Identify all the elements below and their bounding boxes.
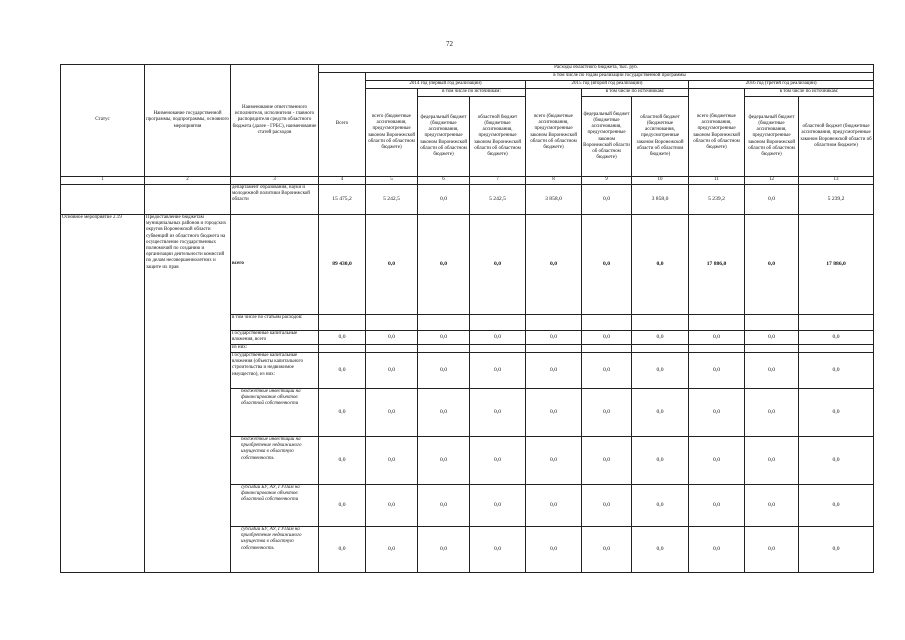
col-number: 2 [145, 177, 231, 185]
cell-value: 0,0 [689, 437, 745, 485]
cell-value: 0,0 [418, 215, 470, 315]
cell-value: 0,0 [319, 527, 366, 573]
row-executor: Государственные капитальные вложения (объекты капитального строительства и недвижимое имущество), из них: [231, 353, 319, 389]
empty-cell [470, 315, 526, 331]
cell-value: 0,0 [526, 353, 582, 389]
empty-cell [689, 345, 745, 353]
empty-cell [799, 345, 874, 353]
cell-value: 0,0 [470, 437, 526, 485]
cell-value: 0,0 [745, 215, 799, 315]
header-y2-total: всего (бюджетные ассигнования, предусмотренные законом Воронежской области об областном бюджете) [526, 89, 582, 177]
empty-cell [689, 315, 745, 331]
row-executor: бюджетные инвестиции на приобретение недвижимого имущества в областную собственность [231, 437, 319, 485]
cell-value: 15 475,2 [319, 185, 366, 215]
cell-value: 0,0 [319, 389, 366, 437]
header-y1-regional: областной бюджет (бюджетные ассигнования, предусмотренные законом Воронежской области об областном бюджете) [470, 97, 526, 177]
header-program-name: Наименование государственной программы, подпрограммы, основного мероприятия [145, 65, 231, 177]
cell-value: 0,0 [418, 353, 470, 389]
cell-value: 0,0 [418, 185, 470, 215]
budget-table [60, 64, 874, 573]
cell-value: 0,0 [689, 389, 745, 437]
empty-cell [745, 315, 799, 331]
col-number: 3 [231, 177, 319, 185]
header-executor: Наименование ответственного исполнителя, исполнителя - главного распорядителя средств областного бюджета (далее - ГРБС), наименование статей расходов [231, 65, 319, 177]
cell-value: 5 242,5 [470, 185, 526, 215]
empty-cell [526, 345, 582, 353]
cell-value: 0,0 [689, 331, 745, 345]
col-number: 5 [366, 177, 418, 185]
empty-cell [319, 315, 366, 331]
cell-value: 0,0 [632, 485, 689, 527]
cell-value: 0,0 [470, 527, 526, 573]
cell-value: 0,0 [582, 485, 632, 527]
cell-value: 0,0 [632, 437, 689, 485]
header-y1-federal: федеральный бюджет (бюджетные ассигнования, предусмотренные законом Воронежской области об областном бюджете) [418, 97, 470, 177]
cell-value: 0,0 [526, 389, 582, 437]
header-y3-total: всего (бюджетные ассигнования, предусмотренные законом Воронежской области об областном бюджете) [689, 89, 745, 177]
page-number: 72 [446, 40, 453, 48]
empty-cell [582, 315, 632, 331]
row-executor: Государственные капитальные вложения, всего [231, 331, 319, 345]
empty-cell [366, 315, 418, 331]
cell-value: 0,0 [689, 353, 745, 389]
cell-value: 3 858,0 [526, 185, 582, 215]
cell-value: 0,0 [319, 437, 366, 485]
cell-value: 0,0 [745, 437, 799, 485]
row-program-name: Предоставление бюджетам муниципальных районов и городских округов Воронежской области субвенций из областного бюджета на осуществление государственных полномочий по созданию и организации деятельности комиссий по делам несовершеннолетних и защите их прав [145, 215, 231, 573]
header-y2-federal: федеральный бюджет (бюджетные ассигнования, предусмотренные законом Воронежской области об областном бюджете) [582, 97, 632, 177]
cell-value: 0,0 [319, 485, 366, 527]
cell-value: 0,0 [745, 331, 799, 345]
cell-value: 0,0 [632, 331, 689, 345]
cell-value: 0,0 [470, 331, 526, 345]
header-y3-sources: в том числе по источникам: [745, 89, 874, 97]
cell-value: 0,0 [418, 485, 470, 527]
cell-value: 5 239,2 [689, 185, 745, 215]
row-executor: субсидии БУ, АУ, ГУПам на приобретение недвижимого имущества в областную собственность [231, 527, 319, 573]
cell-value: 0,0 [799, 331, 874, 345]
cell-value: 0,0 [418, 389, 470, 437]
cell-value: 0,0 [745, 389, 799, 437]
header-by-years: в том числе по годам реализации государственной программы [366, 73, 874, 81]
cell-value: 0,0 [799, 485, 874, 527]
header-year-2015: 2015 год (второй год реализации) [526, 81, 689, 89]
row-executor: субсидии БУ, АУ, ГУПам на финансирование объектов областной собственности [231, 485, 319, 527]
cell-value: 17 886,0 [689, 215, 745, 315]
cell-value: 0,0 [366, 353, 418, 389]
empty-cell [418, 345, 470, 353]
cell-value: 5 242,5 [366, 185, 418, 215]
cell-value: 0,0 [366, 437, 418, 485]
cell-value: 0,0 [366, 389, 418, 437]
header-total: Всего [319, 73, 366, 177]
cell-value: 0,0 [319, 331, 366, 345]
cell-value: 0,0 [418, 527, 470, 573]
col-number: 12 [745, 177, 799, 185]
header-y3-federal: федеральный бюджет (бюджетные ассигнования, предусмотренные законом Воронежской области об областном бюджете) [745, 97, 799, 177]
empty-cell [470, 345, 526, 353]
cell-value: 0,0 [418, 437, 470, 485]
cell-value: 0,0 [366, 485, 418, 527]
header-y3-regional: областной бюджет (бюджетные ассигнования, предусмотренные законом Воронежской области об областном бюджете) [799, 97, 874, 177]
cell-value: 0,0 [582, 527, 632, 573]
col-number: 9 [582, 177, 632, 185]
cell-value: 0,0 [632, 215, 689, 315]
cell-value: 0,0 [632, 389, 689, 437]
cell-value: 0,0 [582, 389, 632, 437]
cell-value: 0,0 [470, 389, 526, 437]
col-number: 6 [418, 177, 470, 185]
empty-cell [145, 185, 231, 215]
col-number: 4 [319, 177, 366, 185]
cell-value: 0,0 [582, 437, 632, 485]
header-y1-sources: в том числе по источникам: [418, 89, 526, 97]
cell-value: 5 239,2 [799, 185, 874, 215]
col-number: 11 [689, 177, 745, 185]
cell-value: 0,0 [582, 215, 632, 315]
cell-value: 0,0 [689, 485, 745, 527]
empty-cell [582, 345, 632, 353]
cell-value: 0,0 [366, 527, 418, 573]
cell-value: 89 430,0 [319, 215, 366, 315]
header-y2-regional: областной бюджет (бюджетные ассигнования, предусмотренные законом Воронежской области об областном бюджете) [632, 97, 689, 177]
cell-value: 0,0 [632, 527, 689, 573]
cell-value: 0,0 [799, 437, 874, 485]
row-executor: департамент образования, науки и молодежной политики Воронежской области [231, 185, 319, 215]
cell-value: 0,0 [470, 353, 526, 389]
header-year-2014: 2014 год (первый год реализации) [366, 81, 526, 89]
row-executor: всего [231, 215, 319, 315]
cell-value: 0,0 [418, 331, 470, 345]
header-expenses: Расходы областного бюджета, тыс. руб. [319, 65, 874, 73]
col-number: 13 [799, 177, 874, 185]
cell-value: 0,0 [470, 485, 526, 527]
cell-value: 0,0 [745, 485, 799, 527]
row-executor: из них: [231, 345, 319, 353]
row-executor: бюджетные инвестиции на финансирование объектов областной собственности [231, 389, 319, 437]
empty-cell [366, 345, 418, 353]
cell-value: 0,0 [582, 331, 632, 345]
empty-cell [418, 315, 470, 331]
cell-value: 0,0 [526, 527, 582, 573]
col-number: 1 [61, 177, 145, 185]
cell-value: 17 886,0 [799, 215, 874, 315]
empty-cell [526, 315, 582, 331]
col-number: 7 [470, 177, 526, 185]
header-status: Статус [61, 65, 145, 177]
empty-cell [799, 315, 874, 331]
cell-value: 0,0 [745, 353, 799, 389]
cell-value: 0,0 [582, 353, 632, 389]
row-status: Основное мероприятие 2.19 [61, 215, 145, 573]
cell-value: 0,0 [526, 215, 582, 315]
row-executor: в том числе по статьям расходов: [231, 315, 319, 331]
cell-value: 0,0 [470, 215, 526, 315]
empty-cell [745, 345, 799, 353]
cell-value: 0,0 [366, 215, 418, 315]
cell-value: 0,0 [526, 437, 582, 485]
header-y1-total: всего (бюджетные ассигнования, предусмотренные законом Воронежской области об областном бюджете) [366, 89, 418, 177]
cell-value: 0,0 [745, 527, 799, 573]
empty-cell [632, 345, 689, 353]
empty-cell [319, 345, 366, 353]
empty-cell [632, 315, 689, 331]
cell-value: 0,0 [366, 331, 418, 345]
cell-value: 0,0 [319, 353, 366, 389]
col-number: 8 [526, 177, 582, 185]
cell-value: 0,0 [745, 185, 799, 215]
cell-value: 0,0 [582, 185, 632, 215]
empty-cell [61, 185, 145, 215]
header-y2-sources: в том числе по источникам: [582, 89, 689, 97]
header-year-2016: 2016 год (третий год реализации) [689, 81, 874, 89]
cell-value: 0,0 [526, 331, 582, 345]
cell-value: 0,0 [689, 527, 745, 573]
cell-value: 3 858,0 [632, 185, 689, 215]
cell-value: 0,0 [799, 353, 874, 389]
cell-value: 0,0 [632, 353, 689, 389]
cell-value: 0,0 [799, 389, 874, 437]
cell-value: 0,0 [526, 485, 582, 527]
cell-value: 0,0 [799, 527, 874, 573]
col-number: 10 [632, 177, 689, 185]
